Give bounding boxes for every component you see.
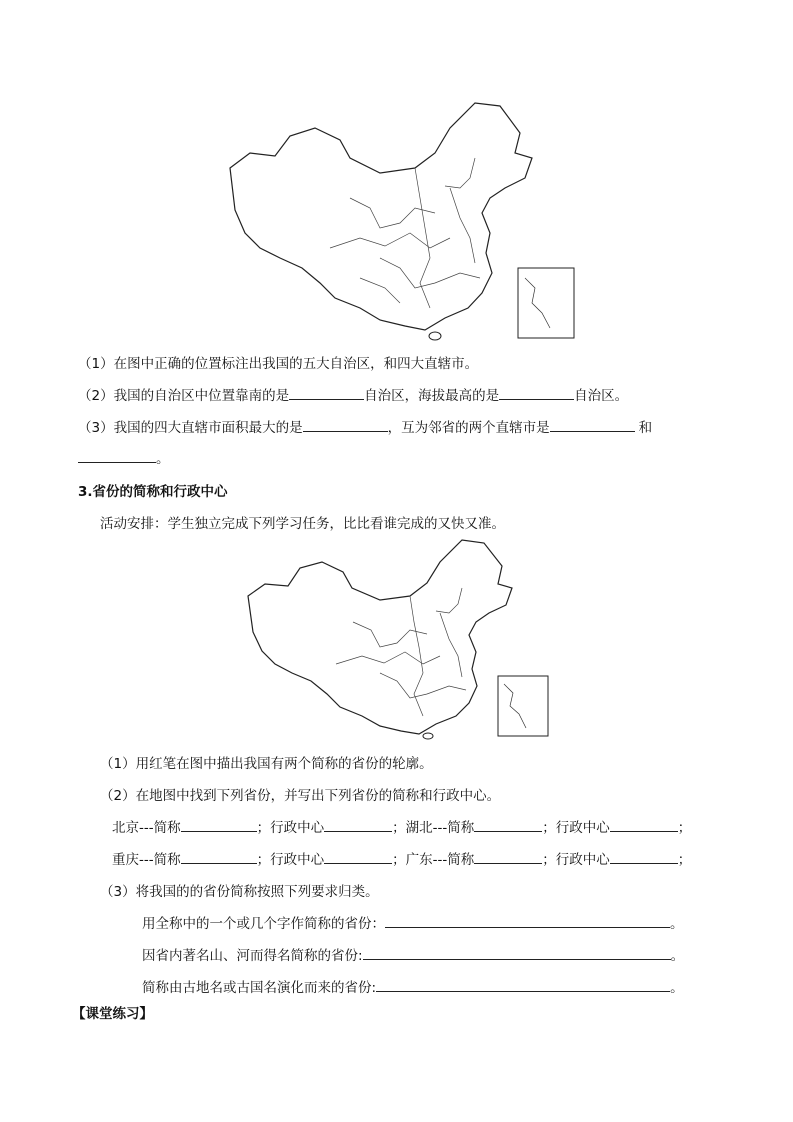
answer-blank[interactable]: [363, 945, 671, 960]
q-municipalities-cont: [78, 447, 170, 467]
category-label: 用全称中的一个或几个字作简称的省份：: [142, 916, 385, 932]
answer-blank[interactable]: [324, 817, 392, 832]
period: 。: [670, 980, 684, 996]
answer-blank[interactable]: [303, 417, 388, 432]
china-map-1: [220, 98, 580, 343]
q2-text-a: （2）我国的自治区中位置靠南的是: [78, 388, 290, 404]
province-row-1: [112, 816, 691, 836]
q-autonomous-regions: （1）在图中正确的位置标注出我国的五大自治区，和四大直辖市。: [78, 356, 479, 372]
answer-blank[interactable]: [610, 849, 678, 864]
answer-blank[interactable]: [289, 385, 364, 400]
answer-blank[interactable]: [499, 385, 574, 400]
activity-text: 活动安排：学生独立完成下列学习任务，比比看谁完成的又快又准。: [100, 516, 505, 532]
category-3: [142, 976, 684, 996]
row-label: ；行政中心: [256, 852, 325, 868]
period: 。: [670, 916, 684, 932]
answer-blank[interactable]: [550, 417, 635, 432]
answer-blank[interactable]: [324, 849, 392, 864]
answer-blank[interactable]: [474, 849, 542, 864]
q3-end: 。: [156, 451, 170, 467]
row-label: ；广东---简称: [392, 852, 475, 868]
answer-blank[interactable]: [474, 817, 542, 832]
q-classify: （3）将我国的的省份简称按照下列要求归类。: [100, 884, 379, 900]
category-2: [142, 944, 684, 964]
row-label: ；: [677, 820, 692, 836]
section-heading: 3.省份的简称和行政中心: [78, 484, 228, 500]
category-label: 简称由古地名或古国名演化而来的省份:: [142, 980, 377, 996]
answer-blank[interactable]: [610, 817, 678, 832]
q2-text-b: 自治区，海拔最高的是: [364, 388, 500, 404]
row-label: ；: [677, 852, 692, 868]
row-label: ；行政中心: [542, 852, 610, 868]
answer-blank[interactable]: [385, 913, 670, 928]
row-label: ；行政中心: [542, 820, 610, 836]
answer-blank[interactable]: [78, 448, 156, 463]
practice-heading: 【课堂练习】: [72, 1006, 153, 1022]
q3-text-c: 和: [638, 420, 653, 436]
period: 。: [670, 948, 685, 964]
answer-blank[interactable]: [181, 817, 257, 832]
q-trace-outline: （1）用红笔在图中描出我国有两个简称的省份的轮廓。: [100, 756, 433, 772]
row-label: 北京---简称: [112, 820, 181, 836]
row-label: ；行政中心: [256, 820, 325, 836]
china-map-2: [240, 536, 555, 741]
q2-text-c: 自治区。: [574, 388, 629, 404]
category-1: [142, 912, 684, 932]
q-municipalities: [78, 416, 652, 436]
row-label: 重庆---简称: [112, 852, 181, 868]
row-label: ；湖北---简称: [392, 820, 475, 836]
q-southern-highest: [78, 384, 628, 404]
q3-text-a: （3）我国的四大直辖市面积最大的是: [78, 420, 303, 436]
q-find-provinces: （2）在地图中找到下列省份，并写出下列省份的简称和行政中心。: [100, 788, 501, 804]
province-row-2: [112, 848, 691, 868]
category-label: 因省内著名山、河而得名简称的省份:: [142, 948, 363, 964]
answer-blank[interactable]: [376, 977, 670, 992]
answer-blank[interactable]: [181, 849, 257, 864]
q3-text-b: ，互为邻省的两个直辖市是: [387, 420, 550, 436]
